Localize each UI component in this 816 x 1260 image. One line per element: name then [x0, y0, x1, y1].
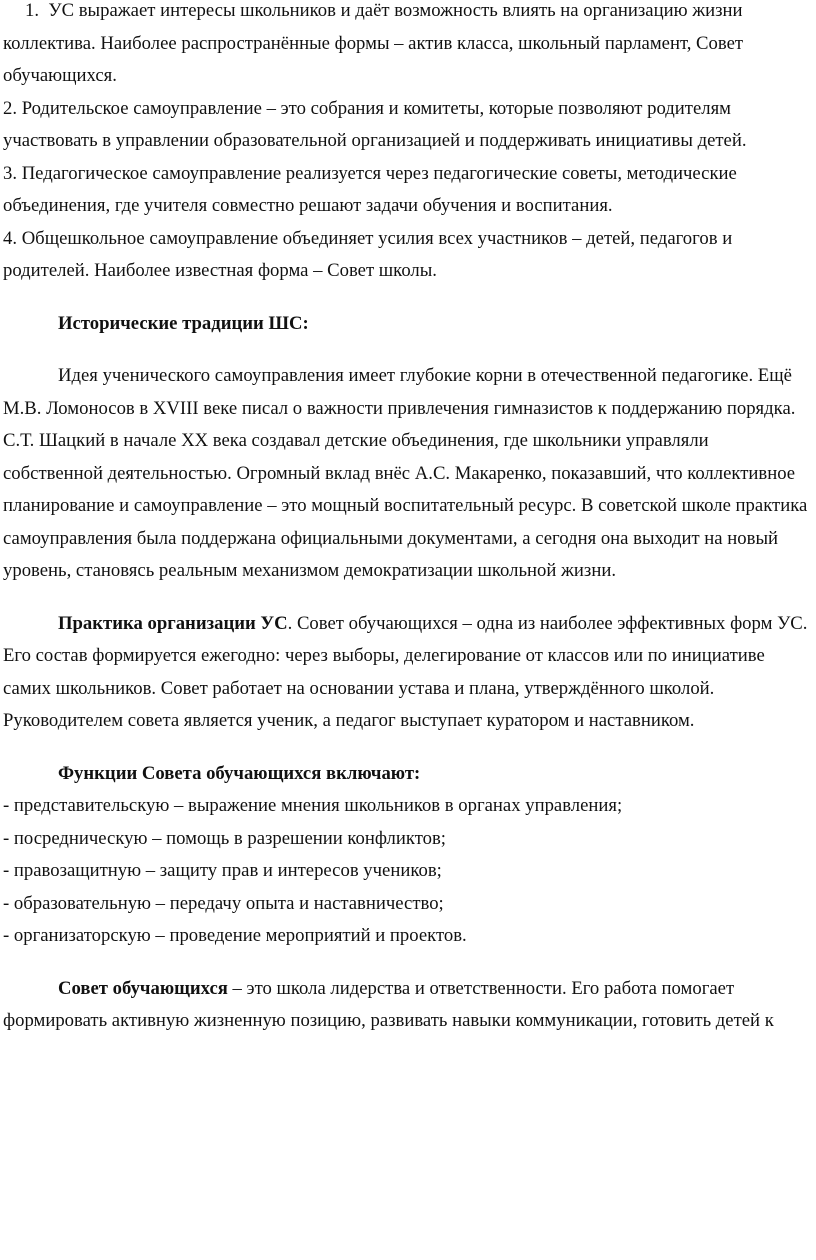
functions-item-3: - правозащитную – защиту прав и интересов учеников;: [3, 860, 442, 881]
list-item-2: [3, 93, 812, 158]
history-paragraph: Идея ученического самоуправления имеет глубокие корни в отечественной педагогике. Ещё М.В. Ломоносов в XVIII веке писал о важности привлечения гимназистов к поддержанию порядка. С.Т. Шацкий в начале XX века создавал детские объединения, где школьники управляли собственной деятельностью. Огромный вклад внёс А.С. Макаренко, показавший, что коллективное планирование и самоуправление – это мощный воспитательный ресурс. В советской школе практика самоуправления была поддержана официальными документами, а сегодня она выходит на новый уровень, становясь реальным механизмом демократизации школьной жизни.: [3, 365, 808, 581]
list-item-2-text: Родительское самоуправление – это собрания и комитеты, которые позволяют родителям участвовать в управлении образовательной организацией и поддерживать инициативы детей.: [3, 97, 747, 151]
practice-lead: Практика организации УС: [58, 612, 288, 634]
council-paragraph: [3, 973, 812, 1038]
list-item-3: [3, 158, 812, 223]
list-item-1: [3, 0, 812, 93]
list-item-3-text: Педагогическое самоуправление реализуется через педагогические советы, методические объединения, где учителя совместно решают задачи обучения и воспитания.: [3, 162, 737, 216]
functions-item-1: - представительскую – выражение мнения школьников в органах управления;: [3, 795, 623, 816]
functions-heading: Функции Совета обучающихся включают:: [58, 762, 421, 784]
council-lead: Совет обучающихся: [58, 977, 228, 999]
list-item-1-text: УС выражает интересы школьников и даёт возможность влиять на организацию жизни коллектива. Наиболее распространённые формы – актив класса, школьный парламент, Совет обучающихся.: [3, 0, 744, 86]
list-item-1-number: 1.: [25, 0, 40, 21]
practice-text: . Совет обучающихся – одна из наиболее эффективных форм УС. Его состав формируется ежегодно: через выборы, делегирование от классов или по инициативе самих школьников. Совет работает на основании устава и плана, утверждённого школой. Руководителем совета является ученик, а педагог выступает куратором и наставником.: [3, 612, 808, 731]
list-item-2-number: 2.: [3, 97, 18, 119]
list-item-4-number: 4.: [3, 227, 18, 249]
history-heading: Исторические традиции ШС:: [58, 312, 309, 334]
practice-paragraph: [3, 608, 812, 738]
council-text: – это школа лидерства и ответственности. Его работа помогает формировать активную жизненную позицию, развивать навыки коммуникации, готовить детей к: [3, 977, 774, 1031]
list-item-4: [3, 223, 812, 288]
list-item-3-number: 3.: [3, 162, 18, 184]
functions-item-5: - организаторскую – проведение мероприятий и проектов.: [3, 925, 467, 946]
list-item-4-text: Общешкольное самоуправление объединяет усилия всех участников – детей, педагогов и родителей. Наиболее известная форма – Совет школы.: [3, 227, 733, 281]
functions-item-2: - посредническую – помощь в разрешении конфликтов;: [3, 827, 446, 849]
functions-item-4: - образовательную – передачу опыта и наставничество;: [3, 892, 444, 914]
